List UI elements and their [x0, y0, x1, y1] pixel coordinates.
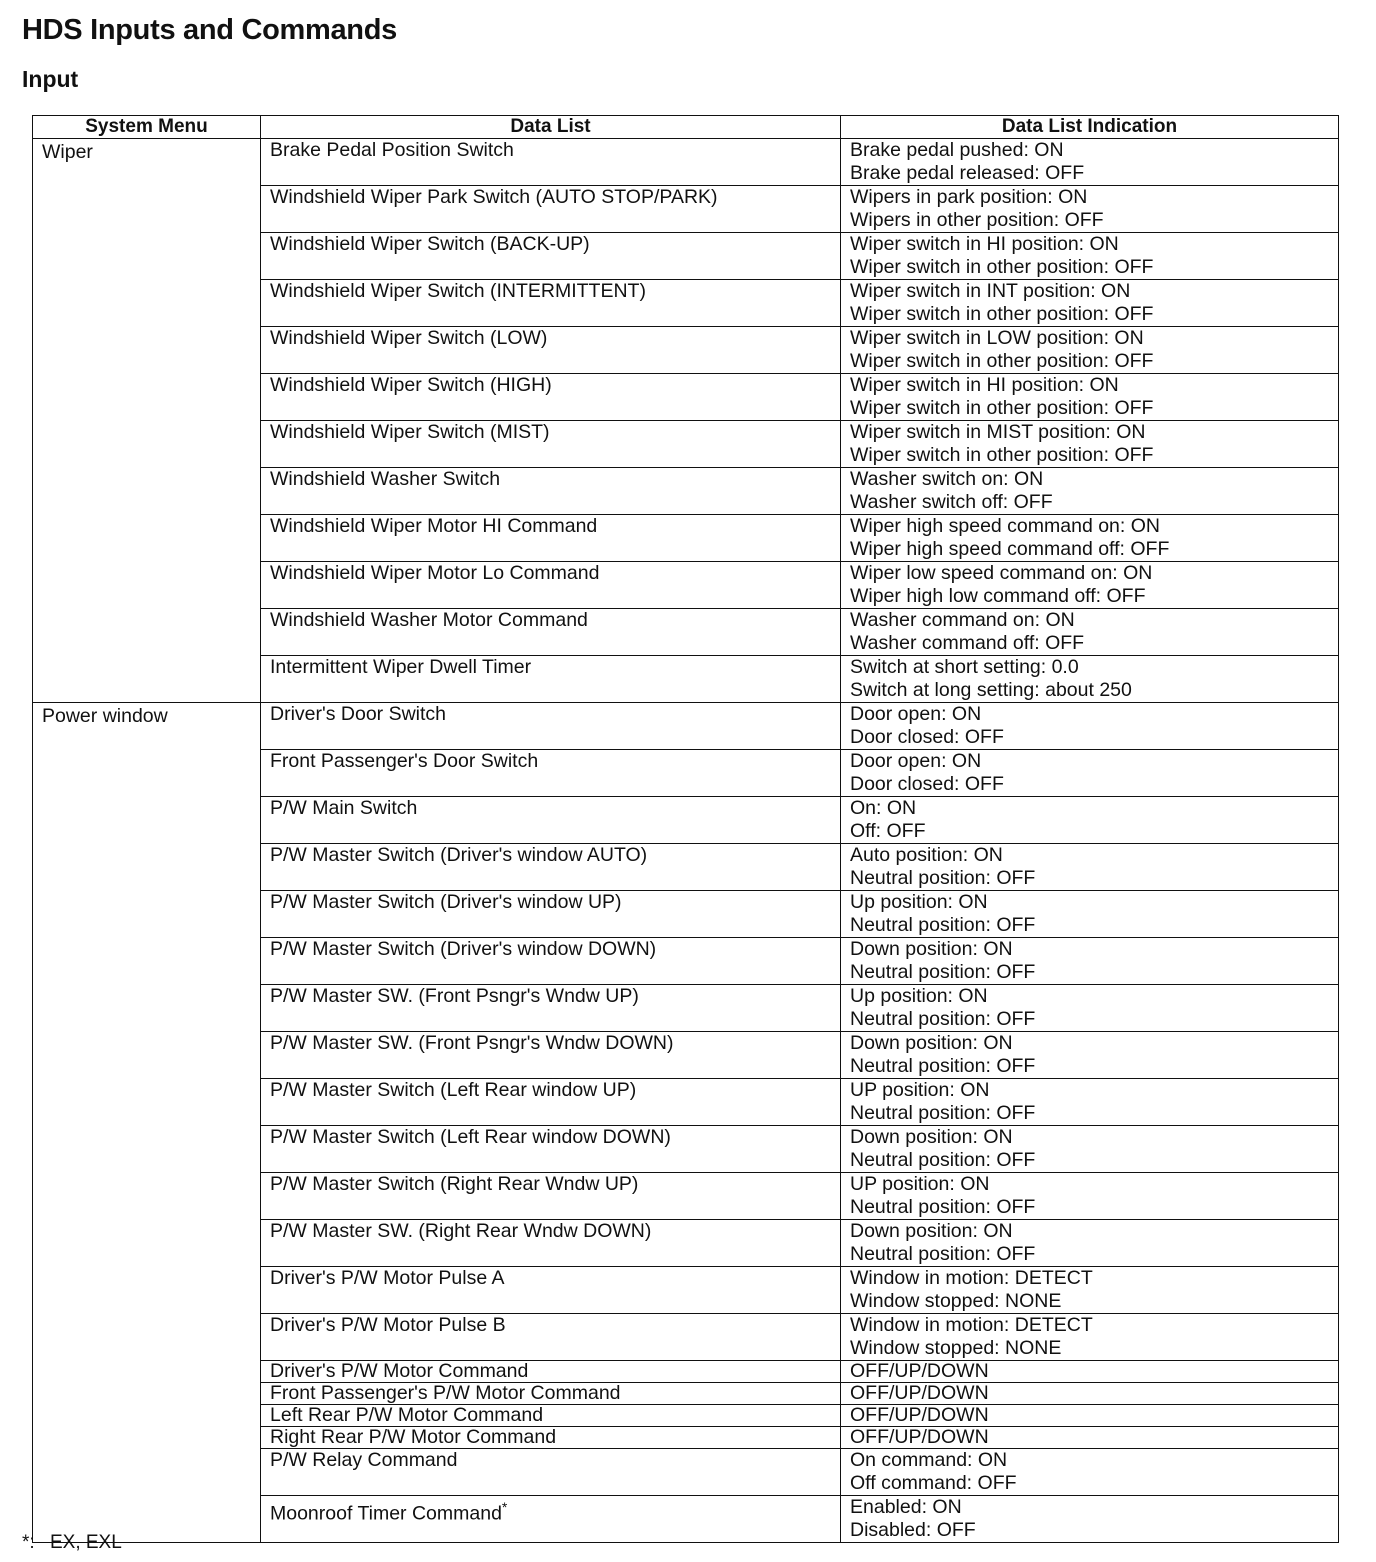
data-list-cell [261, 1449, 841, 1496]
data-list-cell [261, 703, 841, 750]
data-list-item: Windshield Wiper Switch (LOW) [270, 327, 548, 349]
indication-line: Off command: OFF [850, 1472, 1017, 1494]
indication-line: Window stopped: NONE [850, 1337, 1062, 1359]
indication-line: Wiper switch in other position: OFF [850, 303, 1154, 325]
data-list-cell [261, 797, 841, 844]
data-list-item: P/W Relay Command [270, 1449, 458, 1471]
data-list-item: P/W Master Switch (Left Rear window DOWN) [270, 1126, 671, 1148]
indication-cell [841, 656, 1339, 703]
indication-line: Wiper high speed command off: OFF [850, 538, 1170, 560]
data-list-item: Brake Pedal Position Switch [270, 139, 514, 161]
data-list-cell [261, 1173, 841, 1220]
indication-line: Auto position: ON [850, 844, 1003, 866]
data-list-cell [261, 656, 841, 703]
indication-cell [841, 1173, 1339, 1220]
indication-cell [841, 562, 1339, 609]
indication-cell [841, 280, 1339, 327]
indication-cell [841, 891, 1339, 938]
data-list-item: P/W Main Switch [270, 797, 418, 819]
data-list-item: Windshield Wiper Switch (MIST) [270, 421, 550, 443]
indication-line: On command: ON [850, 1449, 1008, 1471]
indication-cell [841, 1126, 1339, 1173]
indication-line: Washer command on: ON [850, 609, 1075, 631]
indication-cell [841, 1220, 1339, 1267]
data-list-item: P/W Master Switch (Right Rear Wndw UP) [270, 1173, 639, 1195]
indication-cell [841, 938, 1339, 985]
data-list-cell [261, 1267, 841, 1314]
data-list-item: Driver's P/W Motor Pulse A [270, 1267, 505, 1289]
indication-line: UP position: ON [850, 1173, 990, 1195]
indication-cell [841, 186, 1339, 233]
indication-line: Neutral position: OFF [850, 1055, 1036, 1077]
data-list-item: Driver's P/W Motor Pulse B [270, 1314, 506, 1336]
indication-cell [841, 468, 1339, 515]
data-list-cell [261, 1383, 841, 1405]
data-list-item: P/W Master Switch (Left Rear window UP) [270, 1079, 637, 1101]
indication-line: OFF/UP/DOWN [850, 1382, 989, 1404]
indication-line: Wiper switch in INT position: ON [850, 280, 1131, 302]
data-list-cell [261, 1126, 841, 1173]
data-list-cell [261, 1314, 841, 1361]
indication-line: OFF/UP/DOWN [850, 1426, 989, 1448]
data-list-item: P/W Master SW. (Right Rear Wndw DOWN) [270, 1220, 652, 1242]
indication-cell [841, 1032, 1339, 1079]
indication-line: Neutral position: OFF [850, 1243, 1036, 1265]
indication-line: Wiper switch in other position: OFF [850, 350, 1154, 372]
indication-line: Wipers in other position: OFF [850, 209, 1104, 231]
data-list-cell [261, 1079, 841, 1126]
indication-cell [841, 1449, 1339, 1496]
table-body [33, 139, 1339, 1543]
indication-line: Door closed: OFF [850, 773, 1004, 795]
data-list-cell [261, 844, 841, 891]
indication-cell [841, 1314, 1339, 1361]
header-data-list: Data List [261, 116, 841, 139]
data-list-cell [261, 186, 841, 233]
indication-line: Wiper switch in other position: OFF [850, 444, 1154, 466]
data-list-cell [261, 750, 841, 797]
data-list-item: Right Rear P/W Motor Command [270, 1426, 557, 1448]
indication-line: Brake pedal pushed: ON [850, 139, 1064, 161]
data-list-cell [261, 1405, 841, 1427]
indication-cell [841, 985, 1339, 1032]
data-list-cell [261, 985, 841, 1032]
data-list-cell [261, 1496, 841, 1543]
data-list-cell [261, 327, 841, 374]
indication-cell [841, 1427, 1339, 1449]
hds-input-table [32, 115, 1339, 1543]
indication-line: Door closed: OFF [850, 726, 1004, 748]
indication-line: Up position: ON [850, 985, 988, 1007]
data-list-item: Front Passenger's Door Switch [270, 750, 539, 772]
indication-cell [841, 844, 1339, 891]
indication-cell [841, 139, 1339, 186]
indication-line: Wiper switch in HI position: ON [850, 374, 1119, 396]
indication-line: Washer switch on: ON [850, 468, 1044, 490]
indication-cell [841, 1383, 1339, 1405]
indication-line: Wiper low speed command on: ON [850, 562, 1153, 584]
indication-line: Wiper high low command off: OFF [850, 585, 1146, 607]
indication-line: Wiper switch in MIST position: ON [850, 421, 1146, 443]
data-list-item: Windshield Washer Motor Command [270, 609, 588, 631]
data-list-cell [261, 374, 841, 421]
indication-line: Window stopped: NONE [850, 1290, 1062, 1312]
data-list-cell [261, 468, 841, 515]
indication-line: Off: OFF [850, 820, 926, 842]
indication-line: Down position: ON [850, 1126, 1013, 1148]
indication-line: On: ON [850, 797, 917, 819]
system-menu-cell: Power window [33, 703, 261, 1543]
footnote-mark: *: [22, 1532, 35, 1553]
page-title: HDS Inputs and Commands [22, 14, 397, 46]
data-list-item: Left Rear P/W Motor Command [270, 1404, 544, 1426]
indication-line: OFF/UP/DOWN [850, 1360, 989, 1382]
indication-line: Switch at short setting: 0.0 [850, 656, 1079, 678]
indication-line: Neutral position: OFF [850, 1149, 1036, 1171]
indication-cell [841, 327, 1339, 374]
data-list-item: P/W Master Switch (Driver's window UP) [270, 891, 622, 913]
indication-line: Enabled: ON [850, 1496, 962, 1518]
indication-line: Neutral position: OFF [850, 1008, 1036, 1030]
data-list-item: Front Passenger's P/W Motor Command [270, 1382, 621, 1404]
data-list-cell [261, 562, 841, 609]
indication-cell [841, 374, 1339, 421]
data-list-cell [261, 1427, 841, 1449]
data-list-item: Windshield Wiper Park Switch (AUTO STOP/PARK) [270, 186, 718, 208]
header-system-menu: System Menu [33, 116, 261, 139]
indication-cell [841, 421, 1339, 468]
table-row [33, 703, 1339, 750]
data-list-cell [261, 421, 841, 468]
indication-line: Door open: ON [850, 750, 982, 772]
indication-line: Wiper switch in LOW position: ON [850, 327, 1144, 349]
indication-line: Switch at long setting: about 250 [850, 679, 1132, 701]
data-list-item: Windshield Washer Switch [270, 468, 501, 490]
indication-line: Neutral position: OFF [850, 914, 1036, 936]
indication-line: Up position: ON [850, 891, 988, 913]
indication-cell [841, 750, 1339, 797]
data-list-cell [261, 233, 841, 280]
indication-line: Wiper switch in other position: OFF [850, 256, 1154, 278]
indication-cell [841, 233, 1339, 280]
indication-cell [841, 1496, 1339, 1543]
data-list-cell [261, 515, 841, 562]
indication-cell [841, 1079, 1339, 1126]
indication-cell [841, 703, 1339, 750]
data-list-item: Windshield Wiper Switch (HIGH) [270, 374, 552, 396]
indication-line: Brake pedal released: OFF [850, 162, 1085, 184]
data-list-item: Driver's P/W Motor Command [270, 1360, 529, 1382]
indication-line: UP position: ON [850, 1079, 990, 1101]
indication-line: Disabled: OFF [850, 1519, 976, 1541]
indication-cell [841, 797, 1339, 844]
table-row [33, 139, 1339, 186]
indication-line: Neutral position: OFF [850, 867, 1036, 889]
indication-line: Down position: ON [850, 1032, 1013, 1054]
data-list-item: P/W Master SW. (Front Psngr's Wndw UP) [270, 985, 639, 1007]
data-list-item: Driver's Door Switch [270, 703, 447, 725]
indication-line: Neutral position: OFF [850, 1196, 1036, 1218]
data-list-item: P/W Master Switch (Driver's window AUTO) [270, 844, 648, 866]
footnote-reference-mark: * [501, 1499, 508, 1515]
indication-line: Window in motion: DETECT [850, 1314, 1093, 1336]
indication-line: Neutral position: OFF [850, 1102, 1036, 1124]
indication-line: Down position: ON [850, 1220, 1013, 1242]
indication-line: Wiper switch in HI position: ON [850, 233, 1119, 255]
data-list-item: P/W Master SW. (Front Psngr's Wndw DOWN) [270, 1032, 674, 1054]
indication-line: Down position: ON [850, 938, 1013, 960]
indication-line: OFF/UP/DOWN [850, 1404, 989, 1426]
indication-cell [841, 515, 1339, 562]
indication-line: Washer switch off: OFF [850, 491, 1053, 513]
data-list-item: Windshield Wiper Switch (BACK-UP) [270, 233, 590, 255]
indication-line: Wiper switch in other position: OFF [850, 397, 1154, 419]
data-list-cell [261, 1220, 841, 1267]
data-list-cell [261, 891, 841, 938]
data-list-cell [261, 1361, 841, 1383]
indication-cell [841, 1405, 1339, 1427]
indication-line: Neutral position: OFF [850, 961, 1036, 983]
data-list-cell [261, 609, 841, 656]
indication-line: Window in motion: DETECT [850, 1267, 1093, 1289]
footnote-text: EX, EXL [49, 1532, 122, 1553]
indication-line: Door open: ON [850, 703, 982, 725]
data-list-cell [261, 280, 841, 327]
data-list-item: Windshield Wiper Motor HI Command [270, 515, 598, 537]
data-list-cell [261, 938, 841, 985]
data-list-item: P/W Master Switch (Driver's window DOWN) [270, 938, 657, 960]
indication-line: Wipers in park position: ON [850, 186, 1088, 208]
data-list-cell [261, 139, 841, 186]
header-data-list-indication: Data List Indication [841, 116, 1339, 139]
data-list-item: Moonroof Timer Command [270, 1502, 502, 1525]
data-list-item: Windshield Wiper Motor Lo Command [270, 562, 600, 584]
system-menu-cell: Wiper [33, 139, 261, 703]
data-list-cell [261, 1032, 841, 1079]
footnote [22, 1532, 122, 1554]
data-list-item: Intermittent Wiper Dwell Timer [270, 656, 532, 678]
indication-cell [841, 1361, 1339, 1383]
indication-cell [841, 1267, 1339, 1314]
indication-line: Wiper high speed command on: ON [850, 515, 1160, 537]
data-list-item: Windshield Wiper Switch (INTERMITTENT) [270, 280, 646, 302]
table-header-row [33, 116, 1339, 139]
indication-cell [841, 609, 1339, 656]
section-subtitle: Input [22, 66, 79, 92]
indication-line: Washer command off: OFF [850, 632, 1085, 654]
